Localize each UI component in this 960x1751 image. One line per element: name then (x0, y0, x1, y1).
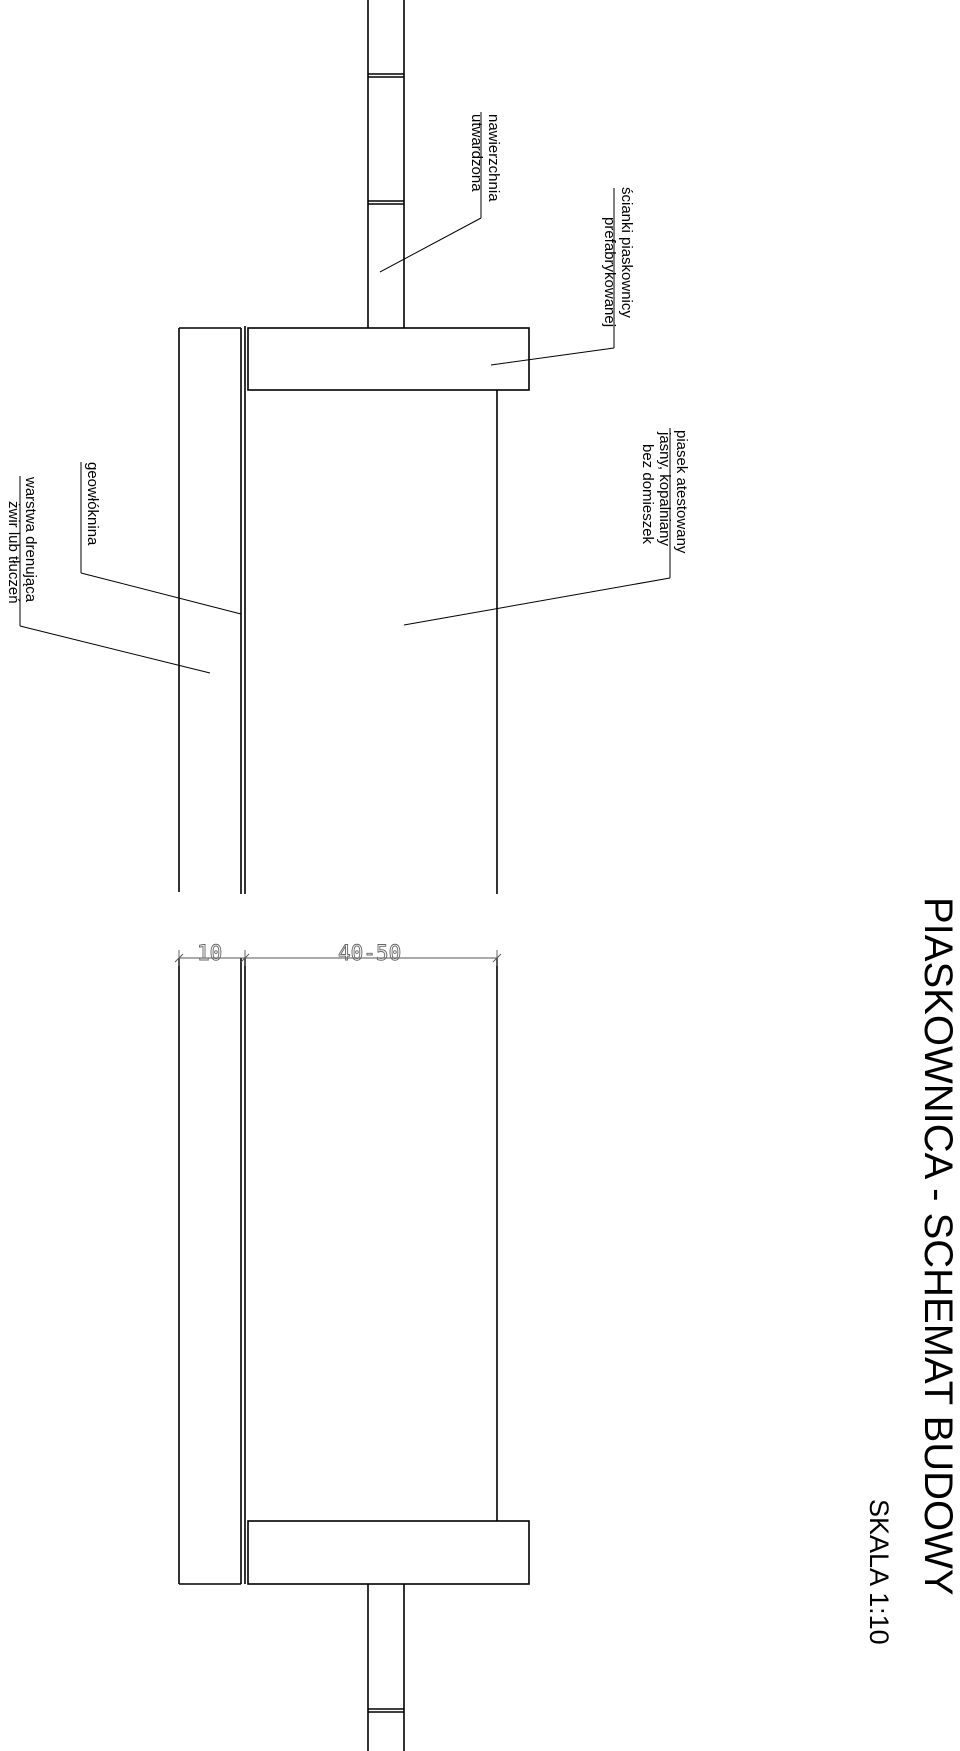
label-sandbox-walls (601, 187, 635, 327)
leader-lines (20, 112, 670, 673)
label-sand (639, 430, 690, 554)
label-sand-line1: piasek atestowany (673, 430, 690, 554)
label-geotextile-text: geowłóknina (84, 462, 101, 546)
geotextile-layer (241, 326, 245, 1584)
label-geotextile (84, 462, 101, 546)
label-walls-line2: prefabrykowanej (601, 217, 618, 328)
page-title: PIASKOWNICA - SCHEMAT BUDOWY (916, 897, 960, 1596)
label-surface-line2: utwardzona (468, 114, 485, 192)
sandbox-wall-top (248, 328, 529, 390)
label-surface-line1: nawierzchnia (485, 114, 502, 202)
dimension-sand-label: 40-50 (338, 941, 402, 965)
scale-label: SKALA 1:10 (864, 1499, 894, 1645)
label-drainage (5, 476, 39, 604)
scale-block (864, 1499, 894, 1645)
label-drain-line2: żwir lub tłuczeń (5, 501, 22, 604)
dimension-drain-label: 10 (197, 941, 223, 965)
label-drain-line1: warstwa drenująca (22, 477, 39, 603)
sandbox-wall-bottom (248, 1521, 529, 1584)
paved-surface (368, 0, 404, 1751)
label-paved-surface (468, 114, 502, 202)
label-sand-line3: bez domieszek (639, 444, 656, 545)
label-walls-line1: ścianki piaskownicy (618, 187, 635, 318)
label-sand-line2: jasny, kopalniany (656, 432, 673, 546)
title-block (916, 897, 960, 1596)
